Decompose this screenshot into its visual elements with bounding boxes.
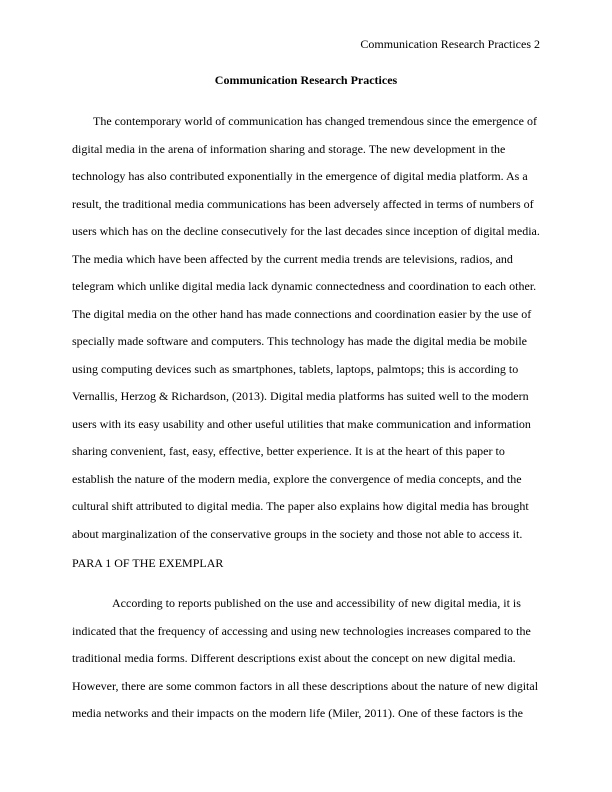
running-head: Communication Research Practices 2	[360, 37, 540, 51]
text-line: The contemporary world of communication has changed tremendous since the emergence of	[93, 114, 537, 128]
text-line: The digital media on the other hand has made connections and coordination easier by the use of	[72, 306, 532, 321]
body-paragraph	[72, 590, 547, 728]
text-line: cultural shift attributed to digital media. The paper also explains how digital media has brought	[72, 499, 529, 513]
text-line: indicated that the frequency of accessing and using new technologies increases compared to the	[72, 623, 531, 638]
text-line: specially made software and computers. This technology has made the digital media be mobile	[72, 334, 527, 348]
text-line: about marginalization of the conservative groups in the society and those not able to access it.	[72, 526, 523, 541]
text-line: The media which have been affected by the current media trends are televisions, radios, and	[72, 251, 513, 266]
text-line: establish the nature of the modern media, explore the convergence of media concepts, and the	[72, 471, 522, 486]
text-line: traditional media forms. Different descriptions exist about the concept on new digital media.	[72, 651, 516, 665]
text-line: Vernallis, Herzog & Richardson, (2013). Digital media platforms has suited well to the modern	[72, 389, 529, 403]
text-line: users which has on the decline consecutively for the last decades since inception of digital media.	[72, 224, 540, 238]
text-line: digital media in the arena of information sharing and storage. The new development in the	[72, 141, 506, 156]
intro-paragraph	[72, 108, 547, 548]
section-heading: PARA 1 OF THE EXEMPLAR	[72, 556, 224, 570]
text-line: telegram which unlike digital media lack dynamic connectedness and coordination to each other.	[72, 279, 537, 293]
text-line: users with its easy usability and other useful utilities that make communication and information	[72, 416, 531, 431]
text-line: sharing convenient, fast, easy, effective, better experience. It is at the heart of this paper to	[72, 444, 505, 458]
text-line: However, there are some common factors in all these descriptions about the nature of new digital	[72, 678, 539, 693]
text-line: media networks and their impacts on the modern life (Miler, 2011). One of these factors is the	[72, 706, 523, 720]
text-line: According to reports published on the use and accessibility of new digital media, it is	[112, 596, 521, 610]
text-line: result, the traditional media communications has been adversely affected in terms of numbers of	[72, 196, 534, 211]
text-line: using computing devices such as smartphones, tablets, laptops, palmtops; this is according to	[72, 361, 519, 376]
text-line: technology has also contributed exponentially in the emergence of digital media platform. As a	[72, 169, 528, 183]
document-title: Communication Research Practices	[214, 73, 398, 87]
